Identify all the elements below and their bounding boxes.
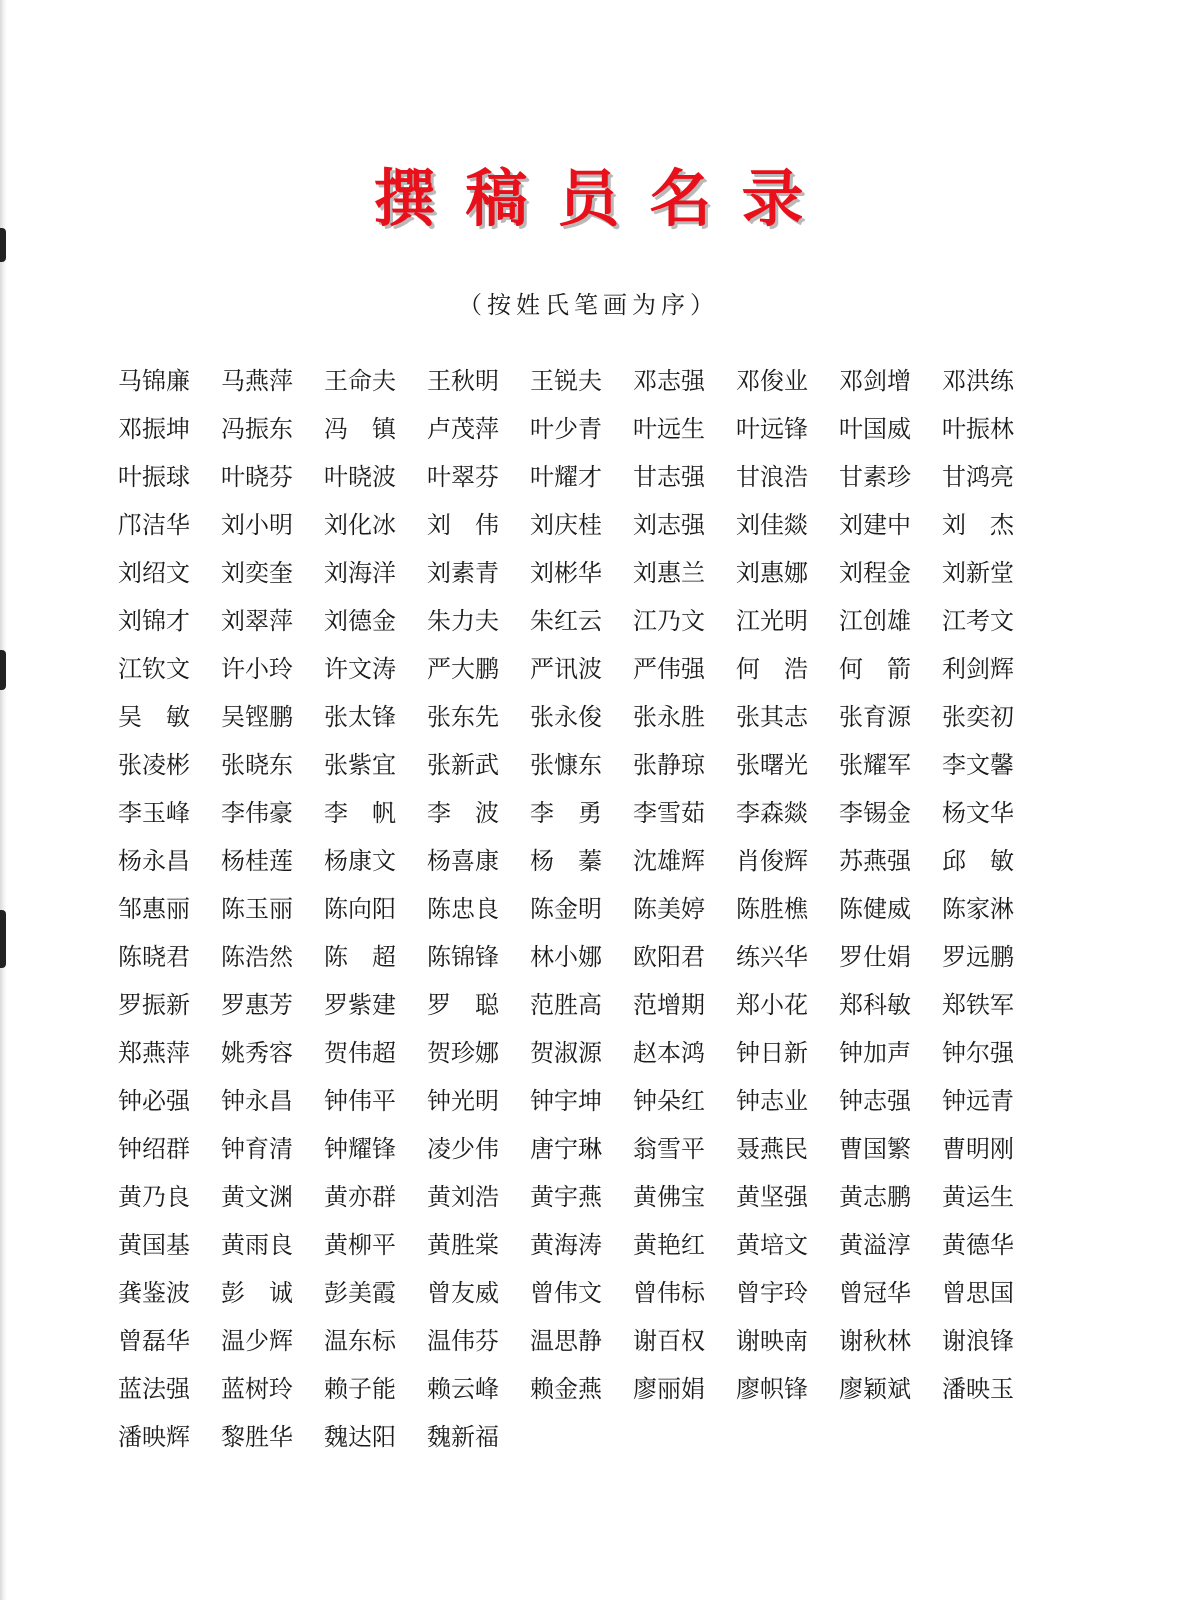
contributor-name: 曾伟标 xyxy=(633,1279,705,1307)
contributor-name: 冯振东 xyxy=(221,415,293,443)
contributor-name: 肖俊辉 xyxy=(736,847,808,875)
contributor-name: 严讯波 xyxy=(530,655,602,683)
contributor-name: 谢映南 xyxy=(736,1327,808,1355)
contributor-name: 刘 杰 xyxy=(942,511,1014,539)
contributor-name: 翁雪平 xyxy=(633,1135,705,1163)
contributor-name: 黄溢淳 xyxy=(839,1231,911,1259)
contributor-name: 叶少青 xyxy=(530,415,602,443)
contributor-name: 刘程金 xyxy=(839,559,911,587)
contributor-name: 魏新福 xyxy=(427,1423,499,1451)
contributor-name: 刘德金 xyxy=(324,607,396,635)
contributor-name: 温伟芬 xyxy=(427,1327,499,1355)
contributor-name: 曾思国 xyxy=(942,1279,1014,1307)
contributor-name: 江钦文 xyxy=(118,655,190,683)
contributor-name: 张晓东 xyxy=(221,751,293,779)
contributor-name: 陈玉丽 xyxy=(221,895,293,923)
contributor-name: 邹惠丽 xyxy=(118,895,190,923)
contributor-name: 罗 聪 xyxy=(427,991,499,1019)
contributor-name: 钟绍群 xyxy=(118,1135,190,1163)
contributor-name: 曾宇玲 xyxy=(736,1279,808,1307)
contributor-name: 马锦廉 xyxy=(118,367,190,395)
contributor-name: 刘奕奎 xyxy=(221,559,293,587)
contributor-name: 刘新堂 xyxy=(942,559,1014,587)
contributor-name: 叶振林 xyxy=(942,415,1014,443)
contributor-name: 温少辉 xyxy=(221,1327,293,1355)
contributor-name: 江考文 xyxy=(942,607,1014,635)
contributor-name: 张静琼 xyxy=(633,751,705,779)
contributor-name: 陈锦锋 xyxy=(427,943,499,971)
contributor-name: 张其志 xyxy=(736,703,808,731)
contributor-name: 陈向阳 xyxy=(324,895,396,923)
contributor-name: 陈 超 xyxy=(324,943,396,971)
contributor-name-list xyxy=(118,362,1048,1466)
contributor-name: 刘惠娜 xyxy=(736,559,808,587)
contributor-name: 黎胜华 xyxy=(221,1423,293,1451)
contributor-name: 叶远锋 xyxy=(736,415,808,443)
contributor-name: 郑铁军 xyxy=(942,991,1014,1019)
contributor-name: 王命夫 xyxy=(324,367,396,395)
contributor-name: 叶国威 xyxy=(839,415,911,443)
contributor-name: 陈浩然 xyxy=(221,943,293,971)
contributor-name: 邱 敏 xyxy=(942,847,1014,875)
contributor-name: 曹国繁 xyxy=(839,1135,911,1163)
contributor-name: 卢茂萍 xyxy=(427,415,499,443)
contributor-name: 黄亦群 xyxy=(324,1183,396,1211)
contributor-name: 钟必强 xyxy=(118,1087,190,1115)
contributor-name: 刘建中 xyxy=(839,511,911,539)
contributor-name: 邓志强 xyxy=(633,367,705,395)
contributor-name: 李森燚 xyxy=(736,799,808,827)
contributor-name: 李伟豪 xyxy=(221,799,293,827)
contributor-name: 邓剑增 xyxy=(839,367,911,395)
contributor-name: 张曙光 xyxy=(736,751,808,779)
contributor-name: 黄佛宝 xyxy=(633,1183,705,1211)
contributor-name: 邓俊业 xyxy=(736,367,808,395)
contributor-name: 钟日新 xyxy=(736,1039,808,1067)
contributor-name: 刘锦才 xyxy=(118,607,190,635)
contributor-name: 黄宇燕 xyxy=(530,1183,602,1211)
contributor-name: 甘素珍 xyxy=(839,463,911,491)
contributor-name: 刘小明 xyxy=(221,511,293,539)
contributor-name: 蓝树玲 xyxy=(221,1375,293,1403)
contributor-name: 黄德华 xyxy=(942,1231,1014,1259)
contributor-name: 曾磊华 xyxy=(118,1327,190,1355)
contributor-name: 钟朵红 xyxy=(633,1087,705,1115)
contributor-name: 范胜高 xyxy=(530,991,602,1019)
contributor-name: 温思静 xyxy=(530,1327,602,1355)
contributor-name: 潘映玉 xyxy=(942,1375,1014,1403)
contributor-name: 许文涛 xyxy=(324,655,396,683)
contributor-name: 刘翠萍 xyxy=(221,607,293,635)
contributor-name: 林小娜 xyxy=(530,943,602,971)
contributor-name: 李 勇 xyxy=(530,799,602,827)
contributor-name: 张凌彬 xyxy=(118,751,190,779)
contributor-name: 蓝法强 xyxy=(118,1375,190,1403)
contributor-name: 谢浪锋 xyxy=(942,1327,1014,1355)
contributor-name: 邓振坤 xyxy=(118,415,190,443)
contributor-name: 黄海涛 xyxy=(530,1231,602,1259)
contributor-name: 何 箭 xyxy=(839,655,911,683)
contributor-name: 刘海洋 xyxy=(324,559,396,587)
contributor-name: 冯 镇 xyxy=(324,415,396,443)
contributor-name: 吴 敏 xyxy=(118,703,190,731)
contributor-name: 郑燕萍 xyxy=(118,1039,190,1067)
contributor-name: 张东先 xyxy=(427,703,499,731)
contributor-name: 杨喜康 xyxy=(427,847,499,875)
contributor-name: 黄培文 xyxy=(736,1231,808,1259)
contributor-name: 谢百权 xyxy=(633,1327,705,1355)
contributor-name: 陈美婷 xyxy=(633,895,705,923)
contributor-name: 叶晓波 xyxy=(324,463,396,491)
contributor-name: 刘惠兰 xyxy=(633,559,705,587)
contributor-name: 甘浪浩 xyxy=(736,463,808,491)
contributor-name: 杨康文 xyxy=(324,847,396,875)
contributor-name: 甘鸿亮 xyxy=(942,463,1014,491)
contributor-name: 张新武 xyxy=(427,751,499,779)
contributor-name: 钟宇坤 xyxy=(530,1087,602,1115)
contributor-name: 曹明刚 xyxy=(942,1135,1014,1163)
contributor-name: 张耀军 xyxy=(839,751,911,779)
contributor-name: 钟伟平 xyxy=(324,1087,396,1115)
contributor-name: 利剑辉 xyxy=(942,655,1014,683)
contributor-name: 钟耀锋 xyxy=(324,1135,396,1163)
contributor-name: 赖子能 xyxy=(324,1375,396,1403)
contributor-name: 郑科敏 xyxy=(839,991,911,1019)
contributor-name: 贺淑源 xyxy=(530,1039,602,1067)
contributor-name: 李锡金 xyxy=(839,799,911,827)
contributor-name: 钟志强 xyxy=(839,1087,911,1115)
contributor-name: 刘庆桂 xyxy=(530,511,602,539)
contributor-name: 张太锋 xyxy=(324,703,396,731)
contributor-name: 曾伟文 xyxy=(530,1279,602,1307)
contributor-name: 陈晓君 xyxy=(118,943,190,971)
contributor-name: 钟远青 xyxy=(942,1087,1014,1115)
contributor-name: 黄志鹏 xyxy=(839,1183,911,1211)
contributor-name: 刘化冰 xyxy=(324,511,396,539)
contributor-name: 叶晓芬 xyxy=(221,463,293,491)
contributor-name: 李雪茹 xyxy=(633,799,705,827)
contributor-name: 黄国基 xyxy=(118,1231,190,1259)
contributor-name: 罗惠芳 xyxy=(221,991,293,1019)
contributor-name: 甘志强 xyxy=(633,463,705,491)
contributor-name: 邝洁华 xyxy=(118,511,190,539)
contributor-name: 陈健威 xyxy=(839,895,911,923)
contributor-name: 赵本鸿 xyxy=(633,1039,705,1067)
contributor-name: 李玉峰 xyxy=(118,799,190,827)
contributor-name: 叶振球 xyxy=(118,463,190,491)
contributor-name: 黄运生 xyxy=(942,1183,1014,1211)
contributor-name: 钟永昌 xyxy=(221,1087,293,1115)
contributor-name: 魏达阳 xyxy=(324,1423,396,1451)
contributor-name: 江光明 xyxy=(736,607,808,635)
contributor-name: 叶远生 xyxy=(633,415,705,443)
contributor-name: 江乃文 xyxy=(633,607,705,635)
contributor-name: 吴铿鹏 xyxy=(221,703,293,731)
contributor-name: 聂燕民 xyxy=(736,1135,808,1163)
contributor-name: 李 帆 xyxy=(324,799,396,827)
contributor-name: 曾冠华 xyxy=(839,1279,911,1307)
contributor-name: 刘绍文 xyxy=(118,559,190,587)
contributor-name: 杨文华 xyxy=(942,799,1014,827)
contributor-name: 刘素青 xyxy=(427,559,499,587)
page-title: 撰稿员名录 xyxy=(373,162,834,235)
contributor-name: 姚秀容 xyxy=(221,1039,293,1067)
contributor-name: 黄艳红 xyxy=(633,1231,705,1259)
contributor-name: 王秋明 xyxy=(427,367,499,395)
contributor-name: 杨桂莲 xyxy=(221,847,293,875)
contributor-name: 严大鹏 xyxy=(427,655,499,683)
contributor-name: 贺珍娜 xyxy=(427,1039,499,1067)
contributor-name: 钟尔强 xyxy=(942,1039,1014,1067)
contributor-name: 苏燕强 xyxy=(839,847,911,875)
contributor-name: 杨 蓁 xyxy=(530,847,602,875)
contributor-name: 曾友威 xyxy=(427,1279,499,1307)
contributor-name: 刘志强 xyxy=(633,511,705,539)
contributor-name: 钟光明 xyxy=(427,1087,499,1115)
contributor-name: 黄坚强 xyxy=(736,1183,808,1211)
contributor-name: 赖金燕 xyxy=(530,1375,602,1403)
contributor-name: 朱红云 xyxy=(530,607,602,635)
contributor-name: 朱力夫 xyxy=(427,607,499,635)
contributor-name: 温东标 xyxy=(324,1327,396,1355)
contributor-name: 李文馨 xyxy=(942,751,1014,779)
contributor-name: 黄雨良 xyxy=(221,1231,293,1259)
contributor-name: 黄胜棠 xyxy=(427,1231,499,1259)
contributor-name: 郑小花 xyxy=(736,991,808,1019)
contributor-name: 沈雄辉 xyxy=(633,847,705,875)
contributor-name: 龚鉴波 xyxy=(118,1279,190,1307)
contributor-name: 江创雄 xyxy=(839,607,911,635)
contributor-name: 何 浩 xyxy=(736,655,808,683)
contributor-name: 钟志业 xyxy=(736,1087,808,1115)
contributor-name: 陈忠良 xyxy=(427,895,499,923)
page-subtitle: （按姓氏笔画为序） xyxy=(458,291,719,319)
contributor-name: 李 波 xyxy=(427,799,499,827)
contributor-name: 彭美霞 xyxy=(324,1279,396,1307)
contributor-name: 彭 诚 xyxy=(221,1279,293,1307)
contributor-name: 叶耀才 xyxy=(530,463,602,491)
contributor-name: 谢秋林 xyxy=(839,1327,911,1355)
contributor-name: 陈金明 xyxy=(530,895,602,923)
contributor-name: 杨永昌 xyxy=(118,847,190,875)
contributor-name: 钟加声 xyxy=(839,1039,911,1067)
contributor-name: 廖丽娟 xyxy=(633,1375,705,1403)
contributor-name: 王锐夫 xyxy=(530,367,602,395)
contributor-name: 钟育清 xyxy=(221,1135,293,1163)
binding-mark xyxy=(0,228,6,262)
contributor-name: 刘彬华 xyxy=(530,559,602,587)
contributor-name: 刘 伟 xyxy=(427,511,499,539)
contributor-name: 陈胜樵 xyxy=(736,895,808,923)
contributor-name: 黄乃良 xyxy=(118,1183,190,1211)
contributor-name: 张奕初 xyxy=(942,703,1014,731)
contributor-name: 廖帜锋 xyxy=(736,1375,808,1403)
contributor-name: 邓洪练 xyxy=(942,367,1014,395)
contributor-name: 严伟强 xyxy=(633,655,705,683)
contributor-name: 黄刘浩 xyxy=(427,1183,499,1211)
contributor-name: 潘映辉 xyxy=(118,1423,190,1451)
contributor-name: 张慷东 xyxy=(530,751,602,779)
contributor-name: 赖云峰 xyxy=(427,1375,499,1403)
contributor-name: 罗紫建 xyxy=(324,991,396,1019)
contributor-name: 罗仕娟 xyxy=(839,943,911,971)
contributor-name: 欧阳君 xyxy=(633,943,705,971)
contributor-name: 陈家淋 xyxy=(942,895,1014,923)
contributor-name: 凌少伟 xyxy=(427,1135,499,1163)
contributor-name: 马燕萍 xyxy=(221,367,293,395)
contributor-name: 叶翠芬 xyxy=(427,463,499,491)
contributor-name: 罗振新 xyxy=(118,991,190,1019)
contributor-name: 刘佳燚 xyxy=(736,511,808,539)
contributor-name: 张永俊 xyxy=(530,703,602,731)
binding-mark xyxy=(0,650,6,690)
contributor-name: 范增期 xyxy=(633,991,705,1019)
contributor-name: 张育源 xyxy=(839,703,911,731)
contributor-name: 廖颖斌 xyxy=(839,1375,911,1403)
contributor-name: 许小玲 xyxy=(221,655,293,683)
contributor-name: 唐宁琳 xyxy=(530,1135,602,1163)
contributor-name: 练兴华 xyxy=(736,943,808,971)
contributor-name: 张紫宜 xyxy=(324,751,396,779)
binding-mark xyxy=(0,910,6,968)
contributor-name: 贺伟超 xyxy=(324,1039,396,1067)
contributor-name: 黄柳平 xyxy=(324,1231,396,1259)
contributor-name: 黄文渊 xyxy=(221,1183,293,1211)
contributor-name: 张永胜 xyxy=(633,703,705,731)
contributor-name: 罗远鹏 xyxy=(942,943,1014,971)
